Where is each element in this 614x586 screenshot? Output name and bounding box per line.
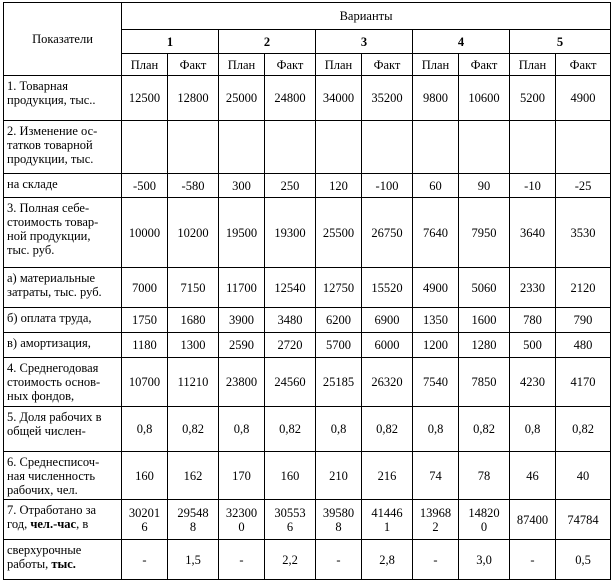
- table-cell: 60: [413, 174, 459, 198]
- table-cell: 1680: [168, 308, 219, 333]
- row-label: [4, 500, 122, 540]
- table-cell: [510, 121, 556, 174]
- table-cell: 170: [219, 452, 265, 500]
- table-cell: 160: [122, 452, 168, 500]
- table-cell: 10200: [168, 198, 219, 268]
- table-cell: 25185: [316, 358, 362, 407]
- variant-2-header: 2: [219, 30, 316, 54]
- table-cell: -10: [510, 174, 556, 198]
- fact-header: Факт: [362, 54, 413, 76]
- table-row: [4, 121, 611, 174]
- variant-4-header: 4: [413, 30, 510, 54]
- table-cell: [556, 121, 611, 174]
- row-label: 4. Среднегодовая стоимость основ- ных фондов,: [4, 358, 122, 407]
- table-row: [4, 452, 611, 500]
- table-cell: 26750: [362, 198, 413, 268]
- table-cell: [413, 121, 459, 174]
- table-cell: 162: [168, 452, 219, 500]
- table-cell: 40: [556, 452, 611, 500]
- table-row: [4, 500, 611, 540]
- table-cell: 29548 8: [168, 500, 219, 540]
- row-label: 2. Изменение ос- татков товарной продукции, тыс.: [4, 121, 122, 174]
- table-cell: 11210: [168, 358, 219, 407]
- plan-header: План: [413, 54, 459, 76]
- table-row: [4, 174, 611, 198]
- table-cell: 1280: [459, 333, 510, 358]
- table-cell: 1180: [122, 333, 168, 358]
- table-cell: 12500: [122, 76, 168, 121]
- table-cell: 500: [510, 333, 556, 358]
- plan-header: План: [510, 54, 556, 76]
- table-cell: 12800: [168, 76, 219, 121]
- table-cell: 3530: [556, 198, 611, 268]
- table-cell: 3900: [219, 308, 265, 333]
- fact-header: Факт: [265, 54, 316, 76]
- table-cell: 24560: [265, 358, 316, 407]
- table-cell: 78: [459, 452, 510, 500]
- table-cell: -: [219, 540, 265, 580]
- row-label: в) амортизация,: [4, 333, 122, 358]
- table-cell: 210: [316, 452, 362, 500]
- variant-5-header: 5: [510, 30, 611, 54]
- table-cell: 74784: [556, 500, 611, 540]
- plan-header: План: [316, 54, 362, 76]
- variant-1-header: 1: [122, 30, 219, 54]
- table-cell: 74: [413, 452, 459, 500]
- table-cell: [316, 121, 362, 174]
- table-cell: 7150: [168, 268, 219, 308]
- table-cell: 35200: [362, 76, 413, 121]
- table-cell: [122, 121, 168, 174]
- table-cell: 4230: [510, 358, 556, 407]
- row-label: [4, 540, 122, 580]
- table-cell: [168, 121, 219, 174]
- indicators-header: Показатели: [4, 3, 122, 76]
- row-label: на складе: [4, 174, 122, 198]
- table-cell: 0,8: [316, 407, 362, 452]
- table-cell: 6200: [316, 308, 362, 333]
- table-cell: 5200: [510, 76, 556, 121]
- table-cell: 9800: [413, 76, 459, 121]
- table-cell: 25000: [219, 76, 265, 121]
- table-cell: 39580 8: [316, 500, 362, 540]
- row-label: 1. Товарная продукция, тыс..: [4, 76, 122, 121]
- row-label: б) оплата труда,: [4, 308, 122, 333]
- table-cell: 0,8: [122, 407, 168, 452]
- plan-header: План: [122, 54, 168, 76]
- table-cell: [459, 121, 510, 174]
- variant-3-header: 3: [316, 30, 413, 54]
- table-cell: 4170: [556, 358, 611, 407]
- table-cell: 160: [265, 452, 316, 500]
- table-row: [4, 268, 611, 308]
- table-cell: -25: [556, 174, 611, 198]
- table-cell: 6900: [362, 308, 413, 333]
- table-cell: 2720: [265, 333, 316, 358]
- table-cell: 13968 2: [413, 500, 459, 540]
- table-cell: 4900: [413, 268, 459, 308]
- table-cell: 10700: [122, 358, 168, 407]
- table-cell: 0,82: [265, 407, 316, 452]
- table-cell: 0,82: [362, 407, 413, 452]
- table-cell: -: [122, 540, 168, 580]
- row-label: 6. Среднесписоч- ная численность рабочих, чел.: [4, 452, 122, 500]
- table-cell: [219, 121, 265, 174]
- table-cell: 12540: [265, 268, 316, 308]
- table-cell: 14820 0: [459, 500, 510, 540]
- table-row: [4, 333, 611, 358]
- table-cell: 1750: [122, 308, 168, 333]
- table-cell: 11700: [219, 268, 265, 308]
- table-cell: 5700: [316, 333, 362, 358]
- row-label-part: 7. Отработано за год,: [7, 503, 97, 531]
- table-cell: 300: [219, 174, 265, 198]
- row-label-part: сверхурочные работы,: [7, 543, 82, 571]
- fact-header: Факт: [556, 54, 611, 76]
- fact-header: Факт: [459, 54, 510, 76]
- table-cell: 34000: [316, 76, 362, 121]
- table-cell: 2,8: [362, 540, 413, 580]
- table-cell: 3480: [265, 308, 316, 333]
- table-cell: 790: [556, 308, 611, 333]
- table-cell: 30553 6: [265, 500, 316, 540]
- table-cell: 15520: [362, 268, 413, 308]
- table-cell: 780: [510, 308, 556, 333]
- table-cell: 7850: [459, 358, 510, 407]
- table-cell: -: [413, 540, 459, 580]
- row-label: 3. Полная себе- стоимость товар- ной продукции, тыс. руб.: [4, 198, 122, 268]
- header-row-variants: [4, 3, 611, 30]
- table-cell: 1,5: [168, 540, 219, 580]
- table-cell: 10600: [459, 76, 510, 121]
- table-cell: 1300: [168, 333, 219, 358]
- table-cell: 480: [556, 333, 611, 358]
- table-row: [4, 407, 611, 452]
- row-label-part: , в: [76, 517, 89, 531]
- table-row: [4, 198, 611, 268]
- table-cell: [265, 121, 316, 174]
- table-cell: 30201 6: [122, 500, 168, 540]
- row-label: а) материальные затраты, тыс. руб.: [4, 268, 122, 308]
- row-label: 5. Доля рабочих в общей числен-: [4, 407, 122, 452]
- table-cell: 23800: [219, 358, 265, 407]
- table-cell: 2120: [556, 268, 611, 308]
- table-cell: 10000: [122, 198, 168, 268]
- table-cell: 3,0: [459, 540, 510, 580]
- table-cell: 1600: [459, 308, 510, 333]
- fact-header: Факт: [168, 54, 219, 76]
- table-cell: -500: [122, 174, 168, 198]
- table-row: [4, 358, 611, 407]
- table-cell: -: [316, 540, 362, 580]
- table-cell: 24800: [265, 76, 316, 121]
- table-cell: 7540: [413, 358, 459, 407]
- table-cell: -100: [362, 174, 413, 198]
- table-cell: 0,82: [459, 407, 510, 452]
- table-row: [4, 308, 611, 333]
- table-cell: 0,82: [556, 407, 611, 452]
- row-label-part: тыс.: [51, 557, 76, 571]
- table-cell: 41446 1: [362, 500, 413, 540]
- table-row: [4, 76, 611, 121]
- table-cell: 0,8: [219, 407, 265, 452]
- table-cell: 1200: [413, 333, 459, 358]
- table-cell: 7000: [122, 268, 168, 308]
- table-cell: 26320: [362, 358, 413, 407]
- table-cell: 2330: [510, 268, 556, 308]
- table-cell: 0,8: [510, 407, 556, 452]
- table-cell: 2,2: [265, 540, 316, 580]
- row-label-part: чел.-час: [30, 517, 77, 531]
- table-cell: 6000: [362, 333, 413, 358]
- table-cell: 46: [510, 452, 556, 500]
- table-cell: 32300 0: [219, 500, 265, 540]
- table-cell: 25500: [316, 198, 362, 268]
- variants-header: Варианты: [122, 3, 611, 30]
- indicators-table: [3, 2, 611, 580]
- table-cell: 2590: [219, 333, 265, 358]
- table-cell: 1350: [413, 308, 459, 333]
- table-cell: 250: [265, 174, 316, 198]
- table-cell: 7640: [413, 198, 459, 268]
- table-cell: 0,82: [168, 407, 219, 452]
- table-cell: 216: [362, 452, 413, 500]
- table-cell: 0,8: [413, 407, 459, 452]
- table-cell: 12750: [316, 268, 362, 308]
- table-cell: 7950: [459, 198, 510, 268]
- table-cell: 19300: [265, 198, 316, 268]
- table-cell: 4900: [556, 76, 611, 121]
- table-cell: 90: [459, 174, 510, 198]
- table-cell: 5060: [459, 268, 510, 308]
- table-cell: [362, 121, 413, 174]
- table-cell: 120: [316, 174, 362, 198]
- table-cell: -: [510, 540, 556, 580]
- plan-header: План: [219, 54, 265, 76]
- table-cell: -580: [168, 174, 219, 198]
- table-cell: 87400: [510, 500, 556, 540]
- table-cell: 3640: [510, 198, 556, 268]
- table-row: [4, 540, 611, 580]
- table-cell: 0,5: [556, 540, 611, 580]
- table-cell: 19500: [219, 198, 265, 268]
